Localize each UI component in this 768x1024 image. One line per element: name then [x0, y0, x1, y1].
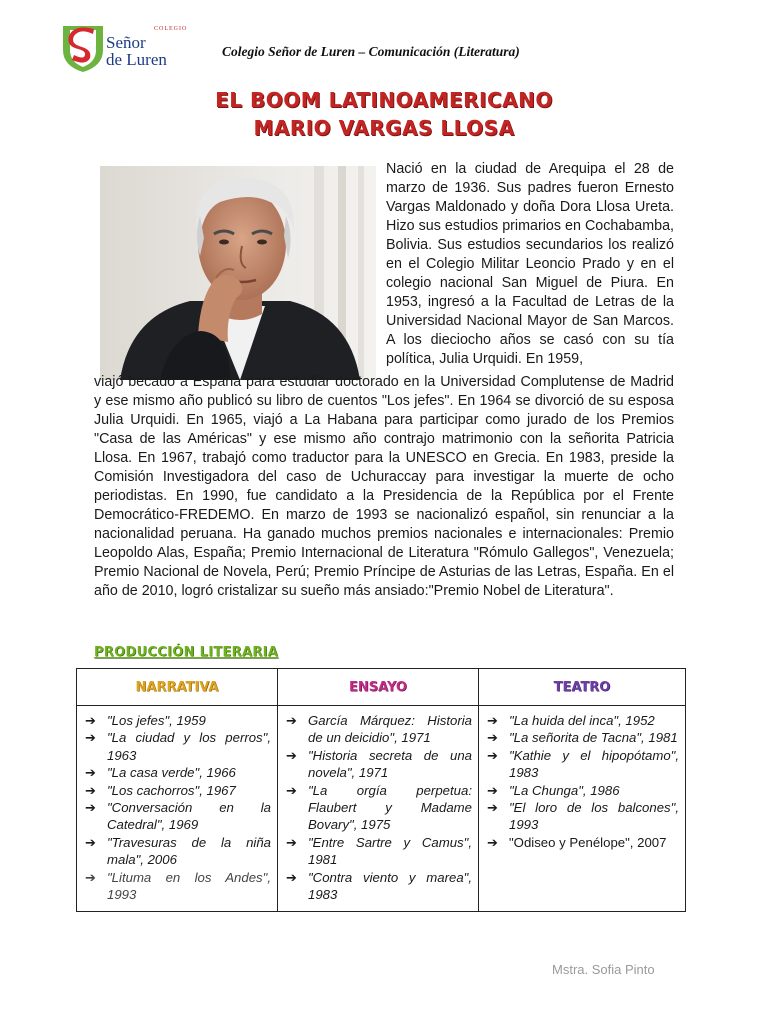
page-header: Colegio Señor de Luren – Comunicación (Literatura): [222, 44, 520, 59]
arrow-right-icon: ➔: [286, 869, 297, 885]
biography-continuation: viajó becado a España para estudiar doctorado en la Universidad Complutense de Madrid y ese mismo año publicó su libro de cuentos "Los jefes". En 1964 se divorció de su esposa Julia Urquidi. En 1965, viajó a La Habana para participar como jurado de los Premios "Casa de las Américas" y ese mismo año contrajo matrimonio con la señorita Patricia Llosa. En 1967, trabajó como traductor para la UNESCO en Grecia. En 1983, preside la Comisión Investigadora del caso de Uchuraccay para investigar la muerte de ocho periodistas. En 1990, fue candidato a la Presidencia de la República por el Frente Democrático-FREDEMO. En marzo de 1993 se nacionalizó español, sin renunciar a la nacionalidad peruana. Ha ganado muchos premios nacionales e internacionales: Premio Leopoldo Alas, España; Premio Internacional de Literatura "Rómulo Gallegos", Venezuela; Premio Nacional de Novela, Perú; Premio Príncipe de Asturias de las Letras, España. En el año de 2010, logró cristalizar su sueño más ansiado:"Premio Nobel de Literatura".: [94, 374, 674, 599]
teatro-cell: [479, 706, 686, 912]
title-line-1: EL BOOM LATINOAMERICANO: [215, 88, 553, 112]
footer-author: Mstra. Sofia Pinto: [552, 962, 655, 977]
list-item: ➔ "Los cachorros", 1967: [85, 782, 236, 798]
literary-production-table: [76, 668, 686, 912]
narrativa-list: [81, 712, 271, 903]
arrow-right-icon: ➔: [286, 834, 297, 850]
logo-senor-text: Señor: [106, 33, 146, 52]
production-heading: PRODUCCIÓN LITERARIA: [94, 645, 279, 660]
arrow-right-icon: ➔: [85, 800, 96, 816]
narrativa-cell: [77, 706, 278, 912]
column-header-teatro: TEATRO: [479, 669, 686, 706]
arrow-right-icon: ➔: [487, 747, 498, 763]
teatro-list: [483, 712, 679, 851]
list-item: ➔ "Historia secreta de una novela", 1971: [286, 747, 472, 781]
list-item: ➔ "Travesuras de la niña mala", 2006: [85, 834, 271, 868]
logo-luren-text: de Luren: [106, 50, 167, 69]
arrow-right-icon: ➔: [487, 713, 498, 728]
arrow-right-icon: ➔: [85, 730, 96, 746]
arrow-right-icon: ➔: [85, 765, 96, 781]
list-item: ➔ "La Chunga", 1986: [487, 782, 620, 798]
school-logo: [60, 22, 188, 74]
arrow-right-icon: ➔: [286, 782, 297, 798]
list-item: ➔ "Contra viento y marea", 1983: [286, 869, 472, 903]
arrow-right-icon: ➔: [85, 713, 96, 728]
logo-colegio-text: COLEGIO: [154, 26, 188, 32]
arrow-right-icon: ➔: [487, 730, 498, 746]
list-item: ➔ "Entre Sartre y Camus", 1981: [286, 834, 472, 868]
title-line-2: MARIO VARGAS LLOSA: [253, 116, 515, 140]
list-item: ➔ "Lituma en los Andes", 1993: [85, 869, 271, 903]
shield-logo-icon: [60, 22, 106, 74]
column-header-ensayo: ENSAYO: [278, 669, 479, 706]
author-portrait-image: [100, 166, 376, 380]
arrow-right-icon: ➔: [487, 800, 498, 816]
arrow-right-icon: ➔: [487, 834, 498, 850]
list-item: ➔ "Odiseo y Penélope", 2007: [487, 834, 667, 850]
list-item: ➔ "La señorita de Tacna", 1981: [487, 730, 678, 746]
list-item: ➔ "Los jefes", 1959: [85, 713, 206, 728]
list-item: ➔ "La huida del inca", 1952: [487, 713, 655, 728]
arrow-right-icon: ➔: [85, 834, 96, 850]
list-item: ➔ "La casa verde", 1966: [85, 765, 236, 781]
arrow-right-icon: ➔: [286, 713, 297, 728]
list-item: ➔ "La ciudad y los perros", 1963: [85, 730, 271, 763]
arrow-right-icon: ➔: [85, 782, 96, 798]
biography-intro: Nació en la ciudad de Arequipa el 28 de marzo de 1936. Sus padres fueron Ernesto Vargas Maldonado y doña Dora Llosa Ureta. Hizo sus estudios primarios en Cochabamba, Bolivia. Sus estudios secundarios los realizó en el Colegio Militar Leoncio Prado y en el colegio nacional San Miguel de Piura. En 1953, ingresó a la Facultad de Letras de la Universidad Nacional Mayor de San Marcos. A los dieciocho años se casó con su tía política, Julia Urquidi. En 1959,: [386, 161, 674, 367]
arrow-right-icon: ➔: [85, 869, 96, 885]
table-row: [77, 706, 686, 912]
ensayo-cell: [278, 706, 479, 912]
portrait-photo-icon: [100, 166, 376, 380]
column-header-narrativa: NARRATIVA: [77, 669, 278, 706]
list-item: ➔ "Kathie y el hipopótamo", 1983: [487, 747, 679, 781]
list-item: ➔ "La orgía perpetua: Flaubert y Madame Bovary", 1975: [286, 782, 472, 833]
ensayo-list: [282, 712, 472, 903]
list-item: ➔ "El loro de los balcones", 1993: [487, 800, 679, 833]
arrow-right-icon: ➔: [487, 782, 498, 798]
list-item: ➔ García Márquez: Historia de un deicidio", 1971: [286, 713, 472, 746]
arrow-right-icon: ➔: [286, 747, 297, 763]
list-item: ➔ "Conversación en la Catedral", 1969: [85, 800, 271, 833]
table-header-row: [77, 669, 686, 706]
